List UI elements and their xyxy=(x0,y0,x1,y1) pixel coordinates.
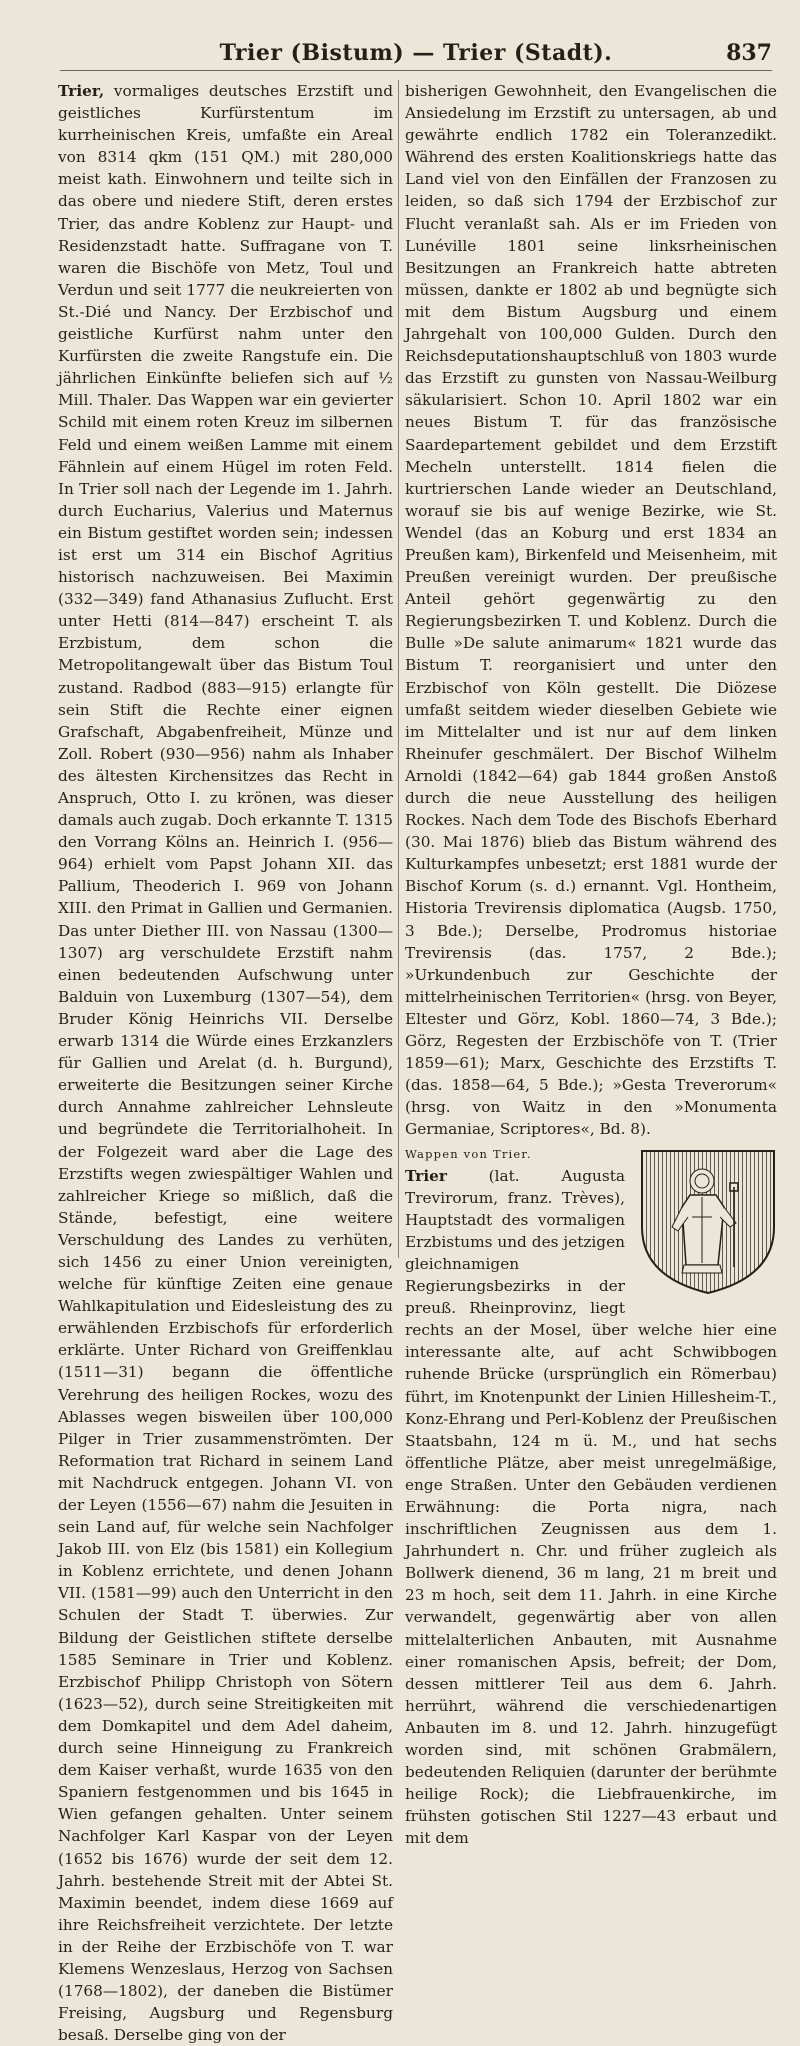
column-divider xyxy=(398,80,399,1258)
page-header xyxy=(60,40,772,71)
right-column xyxy=(405,80,777,1850)
running-title: Trier (Bistum) — Trier (Stadt). xyxy=(219,40,613,66)
coat-of-arms-icon xyxy=(638,1147,778,1297)
left-column xyxy=(58,80,393,2046)
entry-text: vormaliges deutsches Erzstift und geistliches Kurfürstentum im kurrheinischen Kreis, umfaßte ein Areal von 8314 qkm (151 QM.) mit 280,000 meist kath. Einwohnern und teilte sich in das obere und niedere Stift, deren erstes Trier, das andre Koblenz zur Haupt- und Residenzstadt hatte. Suffragane von T. waren die Bischöfe von Metz, Toul und Verdun und seit 1777 die neukreierten von St.-Dié und Nancy. Der Erzbischof und geistliche Kurfürst nahm unter den Kurfürsten die zweite Rangstufe ein. Die jährlichen Einkünfte beliefen sich auf ½ Mill. Thaler. Das Wappen war ein gevierter Schild mit einem roten Kreuz im silbernen Feld und einem weißen Lamme mit einem Fähnlein auf einem Hügel im roten Feld. In Trier soll nach der Legende im 1. Jahrh. durch Eucharius, Valerius und Maternus ein Bistum gestiftet worden sein; indessen ist erst um 314 ein Bischof Agritius historisch nachzuweisen. Bei Maximin (332—349) fand Athanasius Zuflucht. Erst unter Hetti (814—847) erscheint T. als Erzbistum, dem schon die Metropolitangewalt über das Bistum Toul zustand. Radbod (883—915) erlangte für sein Stift die Rechte einer eignen Grafschaft, Abgabenfreiheit, Münze und Zoll. Robert (930—956) nahm als Inhaber des ältesten Kirchensitzes das Recht in Anspruch, Otto I. zu krönen, was dieser damals auch zugab. Doch erkannte T. 1315 den Vorrang Kölns an. Heinrich I. (956—964) erhielt vom Papst Johann XII. das Pallium, Theoderich I. 969 von Johann XIII. den Primat in Gallien und Germanien. Das unter Diether III. von Nassau (1300—1307) arg verschuldete Erzstift nahm einen bedeutenden Aufschwung unter Balduin von Luxemburg (1307—54), dem Bruder König Heinrichs VII. Derselbe erwarb 1314 die Würde eines Erzkanzlers für Gallien und Arelat (d. h. Burgund), erweiterte die Besitzungen seiner Kirche durch Annahme zahlreicher Lehnsleute und begründete die Territorialhoheit. In der Folgezeit ward aber die Lage des Erzstifts wegen zwiespältiger Wahlen und zahlreicher Kriege so mißlich, daß die Stände, befestigt, eine weitere Verschuldung des Landes zu verhüten, sich 1456 zu einer Union vereinigten, welche für künftige Zeiten eine genaue Wahlkapitulation und Eidesleistung des zu erwählenden Erzbischofs für erforderlich erklärte. Unter Richard von Greiffenklau (1511—31) begann die öffentliche Verehrung des heiligen Rockes, wozu des Ablasses wegen bisweilen über 100,000 Pilger in Trier zusammenströmten. Der Reformation trat Richard in seinem Land mit Nachdruck entgegen. Johann VI. von der Leyen (1556—67) nahm die Jesuiten in sein Land auf, für welche sein Nachfolger Jakob III. von Elz (bis 1581) ein Kollegium in Koblenz errichtete, und denen Johann VII. (1581—99) auch den Unterricht in den Schulen der Stadt T. überwies. Zur Bildung der Geistlichen stiftete derselbe 1585 Seminare in Trier und Koblenz. Erzbischof Philipp Christoph von Sötern (1623—52), durch seine Streitigkeiten mit dem Domkapitel und dem Adel daheim, durch seine Hinneigung zu Frankreich dem Kaiser verhaßt, wurde 1635 von den Spaniern festgenommen und bis 1645 in Wien gefangen gehalten. Unter seinem Nachfolger Karl Kaspar von der Leyen (1652 bis 1676) wurde der seit dem 12. Jahrh. bestehende Streit mit der Abtei St. Maximin beendet, indem diese 1669 auf ihre Reichsfreiheit verzichtete. Der letzte in der Reihe der Erzbischöfe von T. war Klemens Wenzeslaus, Herzog von Sachsen (1768—1802), der daneben die Bistümer Freising, Augsburg und Regensburg besaß. Derselbe ging von der xyxy=(58,82,393,2045)
entry-headword: Trier, xyxy=(58,82,105,100)
page-number: 837 xyxy=(726,40,772,66)
entry-continuation: bisherigen Gewohnheit, den Evangelischen die Ansiedelung im Erzstift zu untersagen, ab und gewährte endlich 1782 ein Toleranzedikt. Während des ersten Koalitionskriegs hatte das Land viel von den Einfällen der Franzosen zu leiden, so daß sich 1794 der Erzbischof zur Flucht veranlaßt sah. Als er im Frieden von Lunéville 1801 seine linksrheinischen Besitzungen an Frankreich hatte abtreten müssen, dankte er 1802 ab und begnügte sich mit dem Bistum Augsburg und einem Jahrgehalt von 100,000 Gulden. Durch den Reichsdeputationshauptschluß von 1803 wurde das Erzstift zu gunsten von Nassau-Weilburg säkularisiert. Schon 10. April 1802 war ein neues Bistum T. für das französische Saardepartement gebildet und dem Erzstift Mecheln unterstellt. 1814 fielen die kurtrierschen Lande wieder an Deutschland, worauf sie bis auf wenige Bezirke, wie St. Wendel (das an Koburg und erst 1834 an Preußen kam), Birkenfeld und Meisenheim, mit Preußen vereinigt wurden. Der preußische Anteil gehört gegenwärtig zu den Regierungsbezirken T. und Koblenz. Durch die Bulle »De salute animarum« 1821 wurde das Bistum T. reorganisiert und unter den Erzbischof von Köln gestellt. Die Diözese umfaßt seitdem wieder dieselben Gebiete wie im Mittelalter und ist nur auf dem linken Rheinufer geschmälert. Der Bischof Wilhelm Arnoldi (1842—64) gab 1844 großen Anstoß durch die neue Ausstellung des heiligen Rockes. Nach dem Tode des Bischofs Eberhard (30. Mai 1876) blieb das Bistum während des Kulturkampfes unbesetzt; erst 1881 wurde der Bischof Korum (s. d.) ernannt. Vgl. Hontheim, Historia Trevirensis diplomatica (Augsb. 1750, 3 Bde.); Derselbe, Prodromus historiae Trevirensis (das. 1757, 2 Bde.); »Urkundenbuch zur Geschichte der mittelrheinischen Territorien« (hrsg. von Beyer, Eltester und Görz, Kobl. 1860—74, 3 Bde.); Görz, Regesten der Erzbischöfe von T. (Trier 1859—61); Marx, Geschichte des Erzstifts T. (das. 1858—64, 5 Bde.); »Gesta Treverorum« (hrsg. von Waitz in den »Monumenta Germaniae, Scriptores«, Bd. 8). xyxy=(405,82,777,1139)
entry-text-2: (lat. Augusta Trevirorum, franz. Trèves), Hauptstadt des vormaligen Erzbistums und des jetzigen gleichnamigen Regierungsbezirks in der preuß. Rheinprovinz, liegt rechts an der Mosel, über welche hier eine interessante alte, auf acht Schwibbogen ruhende Brücke (ursprünglich ein Römerbau) führt, im Knotenpunkt der Linien Hillesheim-T., Konz-Ehrang und Perl-Koblenz der Preußischen Staatsbahn, 124 m ü. M., und hat sechs öffentliche Plätze, aber meist unregelmäßige, enge Straßen. Unter den Gebäuden verdienen Erwähnung: die Porta nigra, nach inschriftlichen Zeugnissen aus dem 1. Jahrhundert n. Chr. und früher zugleich als Bollwerk dienend, 36 m lang, 21 m breit und 23 m hoch, seit dem 11. Jahrh. in eine Kirche verwandelt, gegenwärtig aber von allen mittelalterlichen Anbauten, mit Ausnahme einer romanischen Apsis, befreit; der Dom, dessen mittlerer Teil aus dem 6. Jahrh. herrührt, während die verschiedenartigen Anbauten im 8. und 12. Jahrh. hinzugefügt worden sind, mit schönen Grabmälern, bedeutenden Reliquien (darunter der berühmte heilige Rock); die Liebfrauenkirche, im frühsten gotischen Stil 1227—43 erbaut und mit dem xyxy=(405,1166,777,1848)
coat-of-arms-figure xyxy=(633,1147,783,1313)
entry-trier-bistum xyxy=(58,80,393,2046)
entry-headword-2: Trier xyxy=(405,1166,447,1185)
figure-caption: Wappen von Trier. xyxy=(405,1146,532,1161)
